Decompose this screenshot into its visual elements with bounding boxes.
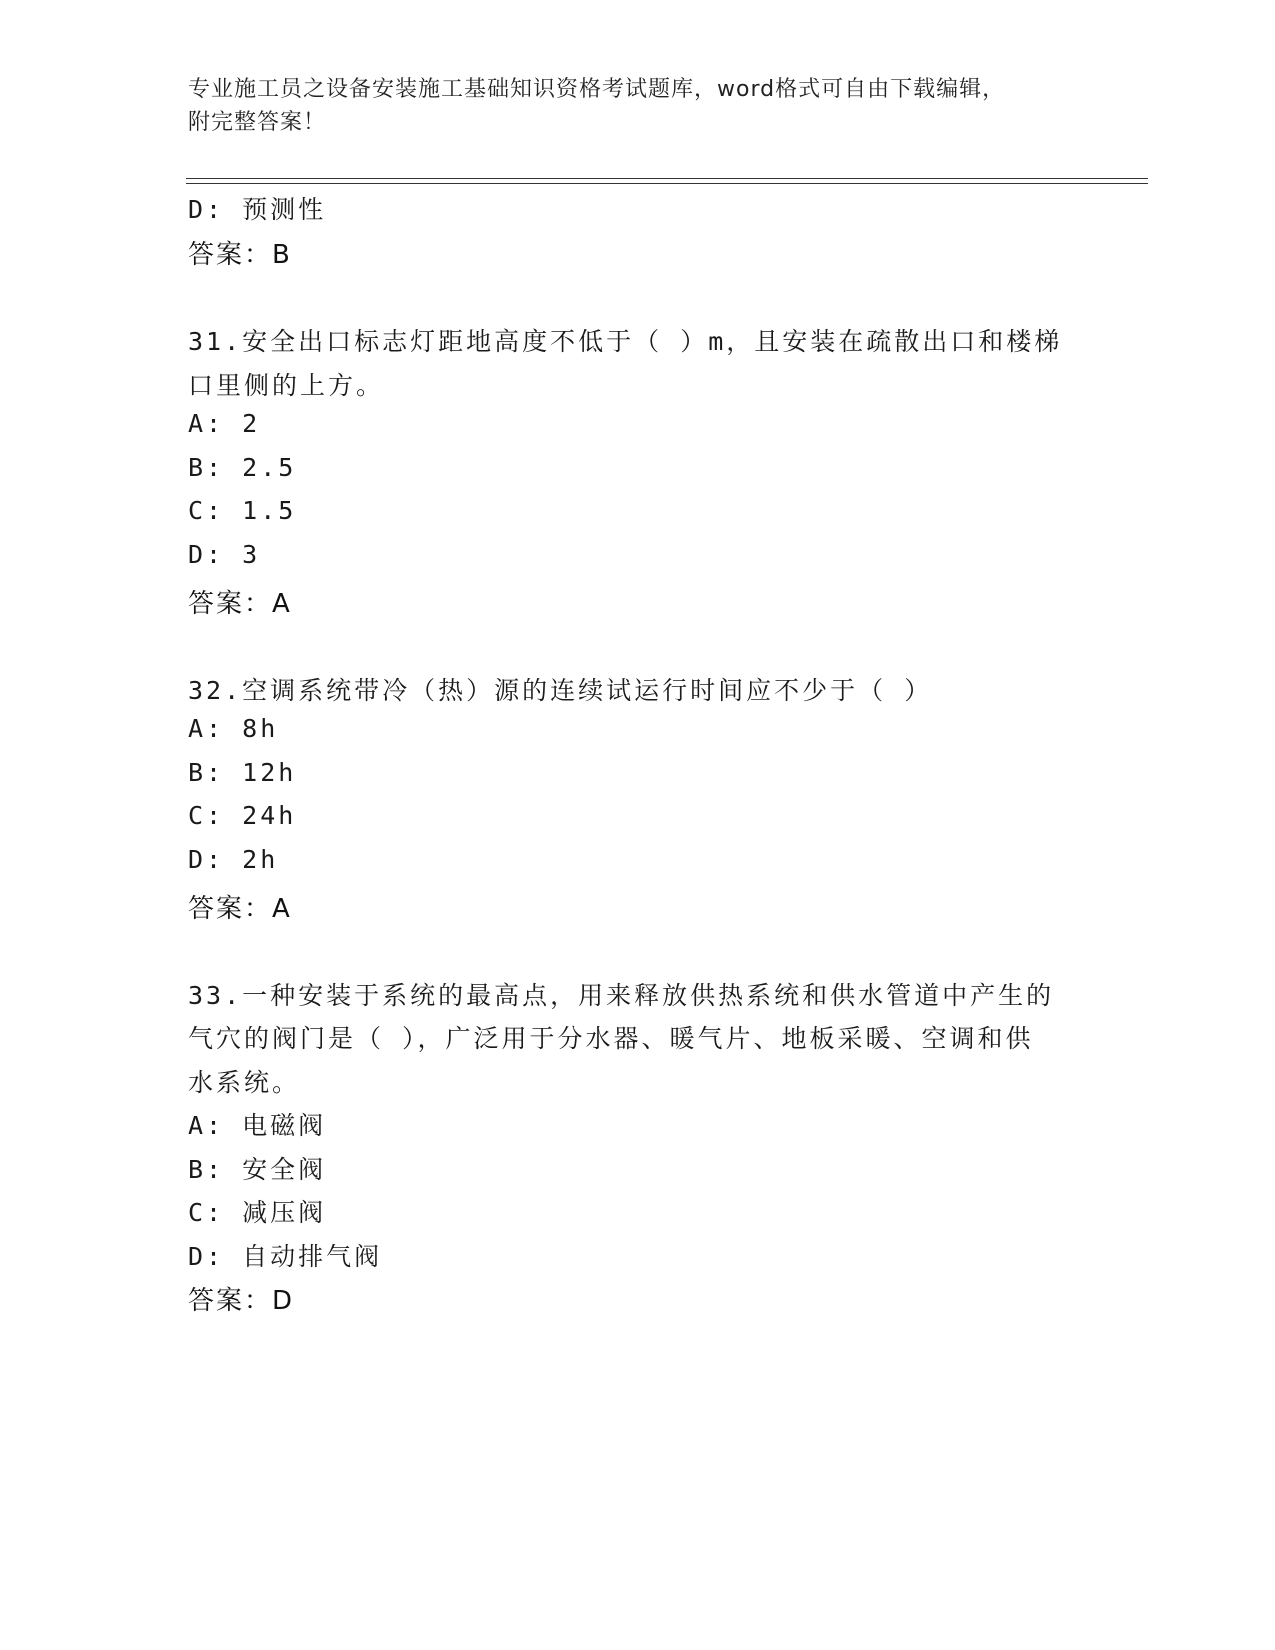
page-header [188, 73, 1088, 139]
question-31-answer: 答案：A [188, 589, 292, 619]
question-33-stem-line-3: 水系统。 [188, 1068, 301, 1097]
question-33-stem-line-2: 气穴的阀门是（ ），广泛用于分水器、暖气片、地板采暖、空调和供 [188, 1024, 1034, 1053]
header-divider [186, 178, 1148, 184]
prev-question-answer: 答案：B [188, 240, 292, 270]
question-31-option-d: D: 3 [188, 540, 261, 569]
question-32-answer: 答案：A [188, 894, 292, 924]
question-31-option-b: B: 2.5 [188, 453, 297, 482]
question-33-answer: 答案：D [188, 1286, 295, 1316]
question-31-option-a: A: 2 [188, 409, 261, 438]
question-32-option-b: B: 12h [188, 758, 297, 787]
question-33-option-d: D: 自动排气阀 [188, 1242, 383, 1271]
question-31-stem-line-2: 口里侧的上方。 [188, 371, 385, 400]
question-32-option-d: D: 2h [188, 845, 279, 874]
question-33-option-a: A: 电磁阀 [188, 1111, 327, 1140]
header-line-2: 附完整答案！ [188, 110, 327, 135]
question-33-stem-line-1: 33.一种安装于系统的最高点，用来释放供热系统和供水管道中产生的 [188, 981, 1055, 1010]
question-33-option-c: C: 减压阀 [188, 1198, 327, 1227]
question-31-option-c: C: 1.5 [188, 496, 297, 525]
question-32-option-c: C: 24h [188, 801, 297, 830]
question-32-stem-line-1: 32.空调系统带冷（热）源的连续试运行时间应不少于（ ） [188, 676, 933, 705]
prev-question-option-d: D: 预测性 [188, 195, 327, 224]
question-32-option-a: A: 8h [188, 714, 279, 743]
header-line-1: 专业施工员之设备安装施工基础知识资格考试题库，word格式可自由下载编辑， [188, 77, 1006, 102]
question-33-option-b: B: 安全阀 [188, 1155, 327, 1184]
question-31-stem-line-1: 31.安全出口标志灯距地高度不低于（ ）m，且安装在疏散出口和楼梯 [188, 327, 1063, 356]
